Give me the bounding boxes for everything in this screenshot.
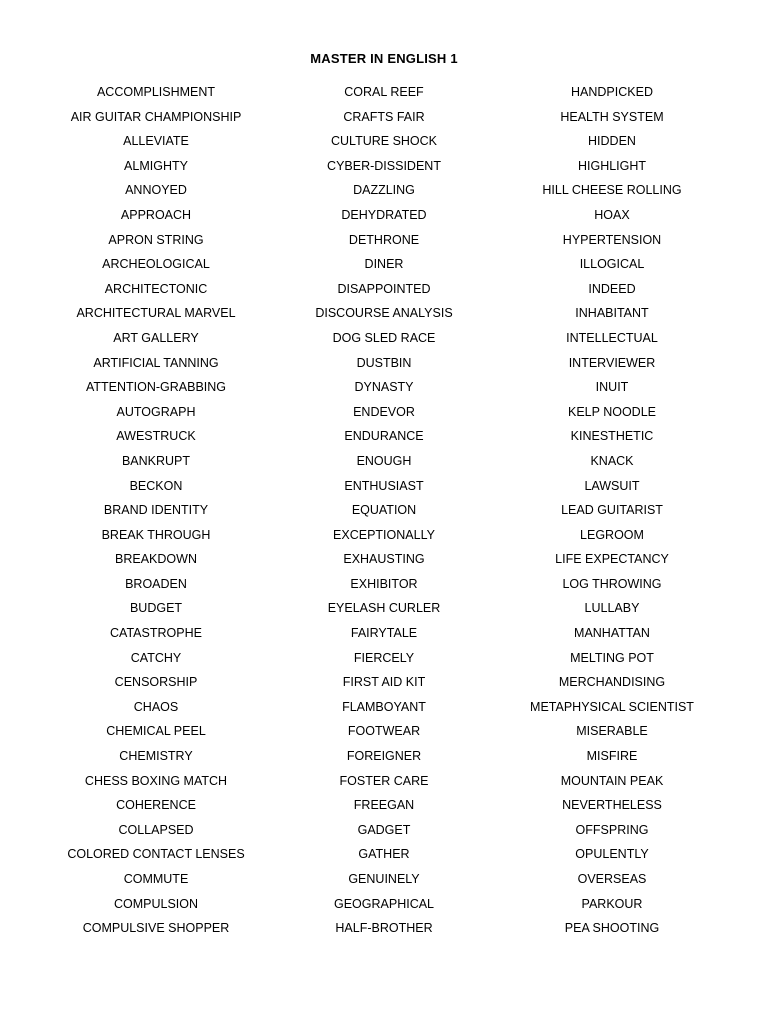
word-item: KELP NOODLE [567, 404, 656, 419]
word-item: MANHATTAN [574, 626, 650, 641]
word-item: NEVERTHELESS [562, 798, 662, 813]
word-item: EYELASH CURLER [327, 601, 441, 616]
word-item: ENDEVOR [353, 404, 415, 419]
word-item: BECKON [129, 478, 183, 493]
word-item: FAIRYTALE [350, 626, 418, 641]
word-item: EQUATION [351, 503, 417, 518]
word-item: ENTHUSIAST [344, 478, 424, 493]
word-item: CHESS BOXING MATCH [84, 773, 228, 788]
word-item: INUIT [595, 380, 629, 395]
word-item: GADGET [357, 822, 411, 837]
word-item: FLAMBOYANT [342, 699, 426, 714]
word-item: FIERCELY [353, 650, 415, 665]
word-item: COLLAPSED [118, 822, 194, 837]
word-item: AIR GUITAR CHAMPIONSHIP [70, 109, 242, 124]
word-item: LIFE EXPECTANCY [555, 552, 669, 567]
document-title: MASTER IN ENGLISH 1 [310, 51, 458, 66]
word-item: BREAK THROUGH [101, 527, 211, 542]
word-item: CRAFTS FAIR [343, 109, 425, 124]
word-item: COHERENCE [116, 798, 196, 813]
word-item: INTERVIEWER [568, 355, 656, 370]
word-item: CHAOS [133, 699, 179, 714]
word-item: MISFIRE [586, 749, 638, 764]
word-item: HYPERTENSION [562, 232, 662, 247]
word-item: LEGROOM [580, 527, 644, 542]
word-item: METAPHYSICAL SCIENTIST [530, 699, 694, 714]
word-item: ATTENTION-GRABBING [85, 380, 227, 395]
word-item: CORAL REEF [344, 85, 424, 99]
word-item: INHABITANT [575, 306, 649, 321]
word-item: INDEED [588, 281, 636, 296]
word-item: DINER [364, 257, 404, 272]
word-column-3 [487, 82, 737, 943]
word-item: EXHAUSTING [343, 552, 425, 567]
word-item: CENSORSHIP [114, 675, 198, 690]
word-item: COLORED CONTACT LENSES [67, 847, 245, 862]
word-item: DISAPPOINTED [337, 281, 431, 296]
word-item: APRON STRING [108, 232, 204, 247]
word-item: DEHYDRATED [341, 207, 427, 222]
word-item: HIGHLIGHT [577, 158, 647, 173]
word-item: HIDDEN [588, 134, 636, 149]
word-item: DOG SLED RACE [332, 330, 436, 345]
word-item: GENUINELY [348, 872, 420, 886]
word-item: COMMUTE [123, 872, 189, 886]
word-item: DYNASTY [354, 380, 414, 395]
word-item: INTELLECTUAL [566, 330, 658, 345]
word-item: DETHRONE [348, 232, 420, 247]
word-item: DUSTBIN [356, 355, 412, 370]
word-item: GEOGRAPHICAL [333, 896, 435, 911]
word-item: MERCHANDISING [558, 675, 666, 690]
word-item: FREEGAN [353, 798, 415, 813]
word-item: PARKOUR [581, 896, 643, 911]
word-item: BREAKDOWN [115, 552, 197, 567]
word-item: LAWSUIT [584, 478, 640, 493]
word-item: MOUNTAIN PEAK [560, 773, 664, 788]
word-item: CATASTROPHE [110, 626, 202, 641]
word-item: LEAD GUITARIST [561, 503, 663, 518]
word-item: CULTURE SHOCK [330, 134, 438, 149]
word-item: LULLABY [584, 601, 640, 616]
word-item: ARCHITECTONIC [104, 281, 208, 296]
word-item: ENDURANCE [344, 429, 424, 444]
word-item: PEA SHOOTING [564, 921, 660, 936]
word-item: FOSTER CARE [339, 773, 429, 788]
word-item: COMPULSIVE SHOPPER [82, 921, 230, 936]
word-item: ART GALLERY [113, 330, 199, 345]
word-item: ARTIFICIAL TANNING [93, 355, 219, 370]
word-item: BANKRUPT [121, 453, 191, 468]
word-item: FOOTWEAR [347, 724, 421, 739]
word-item: MELTING POT [570, 650, 654, 665]
word-item: ALLEVIATE [123, 134, 189, 149]
word-item: OFFSPRING [575, 822, 649, 837]
word-item: GATHER [358, 847, 410, 862]
word-item: HALF-BROTHER [335, 921, 433, 936]
word-item: CYBER-DISSIDENT [327, 158, 441, 173]
word-item: ENOUGH [356, 453, 412, 468]
word-item: BUDGET [129, 601, 183, 616]
word-item: OPULENTLY [575, 847, 649, 862]
word-item: HILL CHEESE ROLLING [542, 183, 682, 198]
word-item: BRAND IDENTITY [103, 503, 209, 518]
word-item: OVERSEAS [577, 872, 647, 886]
word-item: CATCHY [130, 650, 182, 665]
word-item: LOG THROWING [562, 576, 662, 591]
word-item: FIRST AID KIT [342, 675, 426, 690]
word-item: ACCOMPLISHMENT [96, 85, 216, 99]
word-item: KINESTHETIC [570, 429, 654, 444]
word-item: EXHIBITOR [350, 576, 418, 591]
word-item: AUTOGRAPH [116, 404, 196, 419]
word-item: DAZZLING [353, 183, 415, 198]
word-column-1 [31, 82, 281, 943]
word-item: CHEMICAL PEEL [106, 724, 206, 739]
word-item: APPROACH [120, 207, 192, 222]
word-item: DISCOURSE ANALYSIS [315, 306, 453, 321]
word-item: FOREIGNER [346, 749, 422, 764]
word-item: KNACK [590, 453, 634, 468]
word-item: ARCHEOLOGICAL [102, 257, 210, 272]
word-item: COMPULSION [113, 896, 199, 911]
word-item: BROADEN [125, 576, 187, 591]
word-item: HEALTH SYSTEM [560, 109, 664, 124]
word-item: AWESTRUCK [116, 429, 196, 444]
word-item: ANNOYED [125, 183, 187, 198]
word-item: HANDPICKED [571, 85, 653, 99]
word-item: EXCEPTIONALLY [333, 527, 435, 542]
word-item: MISERABLE [576, 724, 648, 739]
word-item: HOAX [594, 207, 630, 222]
word-item: CHEMISTRY [119, 749, 193, 764]
word-item: ILLOGICAL [579, 257, 645, 272]
word-item: ARCHITECTURAL MARVEL [76, 306, 236, 321]
word-column-2 [259, 82, 509, 943]
word-item: ALMIGHTY [124, 158, 188, 173]
